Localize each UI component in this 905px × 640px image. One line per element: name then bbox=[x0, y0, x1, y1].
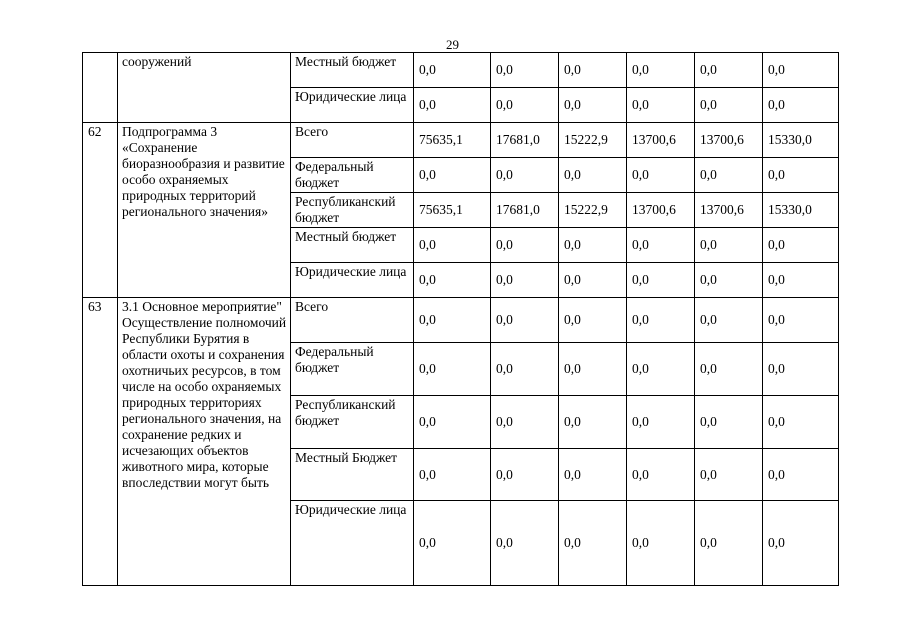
funding-source-cell: Республиканский бюджет bbox=[291, 396, 414, 449]
amount-cell: 17681,0 bbox=[491, 123, 559, 158]
amount-cell: 0,0 bbox=[559, 396, 627, 449]
amount-cell: 0,0 bbox=[627, 501, 695, 586]
amount-cell: 0,0 bbox=[763, 343, 839, 396]
amount-cell: 0,0 bbox=[695, 228, 763, 263]
funding-source-cell: Всего bbox=[291, 123, 414, 158]
amount-cell: 0,0 bbox=[559, 88, 627, 123]
row-number-cell bbox=[83, 53, 118, 123]
amount-cell: 0,0 bbox=[763, 501, 839, 586]
amount-cell: 0,0 bbox=[695, 396, 763, 449]
amount-cell: 0,0 bbox=[695, 298, 763, 343]
table-row bbox=[83, 123, 839, 158]
row-number-cell: 62 bbox=[83, 123, 118, 298]
amount-cell: 0,0 bbox=[627, 158, 695, 193]
program-name-cell: сооружений bbox=[118, 53, 291, 123]
amount-cell: 0,0 bbox=[627, 88, 695, 123]
table-row bbox=[83, 53, 839, 88]
table-row bbox=[83, 298, 839, 343]
amount-cell: 0,0 bbox=[414, 228, 491, 263]
amount-cell: 0,0 bbox=[491, 501, 559, 586]
amount-cell: 75635,1 bbox=[414, 193, 491, 228]
amount-cell: 17681,0 bbox=[491, 193, 559, 228]
amount-cell: 0,0 bbox=[559, 53, 627, 88]
amount-cell: 0,0 bbox=[763, 396, 839, 449]
funding-source-cell: Юридические лица bbox=[291, 88, 414, 123]
amount-cell: 0,0 bbox=[491, 449, 559, 501]
amount-cell: 0,0 bbox=[491, 88, 559, 123]
funding-source-cell: Юридические лица bbox=[291, 501, 414, 586]
amount-cell: 0,0 bbox=[491, 228, 559, 263]
amount-cell: 0,0 bbox=[763, 53, 839, 88]
amount-cell: 13700,6 bbox=[627, 193, 695, 228]
amount-cell: 0,0 bbox=[491, 298, 559, 343]
amount-cell: 0,0 bbox=[414, 53, 491, 88]
amount-cell: 0,0 bbox=[559, 158, 627, 193]
amount-cell: 0,0 bbox=[695, 343, 763, 396]
program-name-cell: 3.1 Основное мероприятие" Осуществление полномочий Республики Бурятия в области охоты и сохранения охотничьих ресурсов, в том числе на особо охраняемых природных территориях регионального значения, на сохранение редких и исчезающих объектов животного мира, которые впоследствии могут быть bbox=[118, 298, 291, 586]
funding-source-cell: Всего bbox=[291, 298, 414, 343]
amount-cell: 0,0 bbox=[627, 53, 695, 88]
amount-cell: 13700,6 bbox=[695, 123, 763, 158]
funding-source-cell: Местный бюджет bbox=[291, 228, 414, 263]
amount-cell: 0,0 bbox=[627, 449, 695, 501]
amount-cell: 0,0 bbox=[627, 228, 695, 263]
amount-cell: 0,0 bbox=[414, 298, 491, 343]
amount-cell: 0,0 bbox=[414, 449, 491, 501]
amount-cell: 0,0 bbox=[559, 343, 627, 396]
amount-cell: 0,0 bbox=[763, 263, 839, 298]
amount-cell: 13700,6 bbox=[627, 123, 695, 158]
amount-cell: 0,0 bbox=[491, 53, 559, 88]
row-number-cell: 63 bbox=[83, 298, 118, 586]
amount-cell: 0,0 bbox=[491, 158, 559, 193]
amount-cell: 0,0 bbox=[414, 88, 491, 123]
amount-cell: 0,0 bbox=[695, 449, 763, 501]
amount-cell: 0,0 bbox=[559, 298, 627, 343]
amount-cell: 0,0 bbox=[627, 343, 695, 396]
funding-source-cell: Местный Бюджет bbox=[291, 449, 414, 501]
amount-cell: 0,0 bbox=[414, 158, 491, 193]
funding-source-cell: Федеральный бюджет bbox=[291, 158, 414, 193]
amount-cell: 13700,6 bbox=[695, 193, 763, 228]
amount-cell: 0,0 bbox=[559, 501, 627, 586]
amount-cell: 0,0 bbox=[491, 396, 559, 449]
amount-cell: 0,0 bbox=[695, 158, 763, 193]
amount-cell: 0,0 bbox=[491, 263, 559, 298]
amount-cell: 0,0 bbox=[763, 88, 839, 123]
amount-cell: 0,0 bbox=[627, 298, 695, 343]
funding-source-cell: Республиканский бюджет bbox=[291, 193, 414, 228]
amount-cell: 0,0 bbox=[695, 263, 763, 298]
funding-source-cell: Федеральный бюджет bbox=[291, 343, 414, 396]
amount-cell: 0,0 bbox=[491, 343, 559, 396]
amount-cell: 0,0 bbox=[695, 88, 763, 123]
amount-cell: 15222,9 bbox=[559, 123, 627, 158]
amount-cell: 0,0 bbox=[627, 263, 695, 298]
amount-cell: 75635,1 bbox=[414, 123, 491, 158]
amount-cell: 0,0 bbox=[559, 263, 627, 298]
funding-source-cell: Юридические лица bbox=[291, 263, 414, 298]
amount-cell: 0,0 bbox=[763, 158, 839, 193]
amount-cell: 0,0 bbox=[763, 298, 839, 343]
page-number: 29 bbox=[446, 37, 459, 52]
amount-cell: 0,0 bbox=[559, 228, 627, 263]
amount-cell: 0,0 bbox=[627, 396, 695, 449]
amount-cell: 0,0 bbox=[763, 449, 839, 501]
amount-cell: 0,0 bbox=[414, 263, 491, 298]
amount-cell: 0,0 bbox=[414, 501, 491, 586]
funding-source-cell: Местный бюджет bbox=[291, 53, 414, 88]
amount-cell: 0,0 bbox=[559, 449, 627, 501]
amount-cell: 0,0 bbox=[695, 501, 763, 586]
amount-cell: 15330,0 bbox=[763, 193, 839, 228]
program-name-cell: Подпрограмма 3 «Сохранение биоразнообразия и развитие особо охраняемых природных территорий регионального значения» bbox=[118, 123, 291, 298]
amount-cell: 0,0 bbox=[695, 53, 763, 88]
amount-cell: 0,0 bbox=[763, 228, 839, 263]
amount-cell: 15330,0 bbox=[763, 123, 839, 158]
amount-cell: 0,0 bbox=[414, 343, 491, 396]
budget-table bbox=[82, 52, 839, 586]
amount-cell: 15222,9 bbox=[559, 193, 627, 228]
amount-cell: 0,0 bbox=[414, 396, 491, 449]
